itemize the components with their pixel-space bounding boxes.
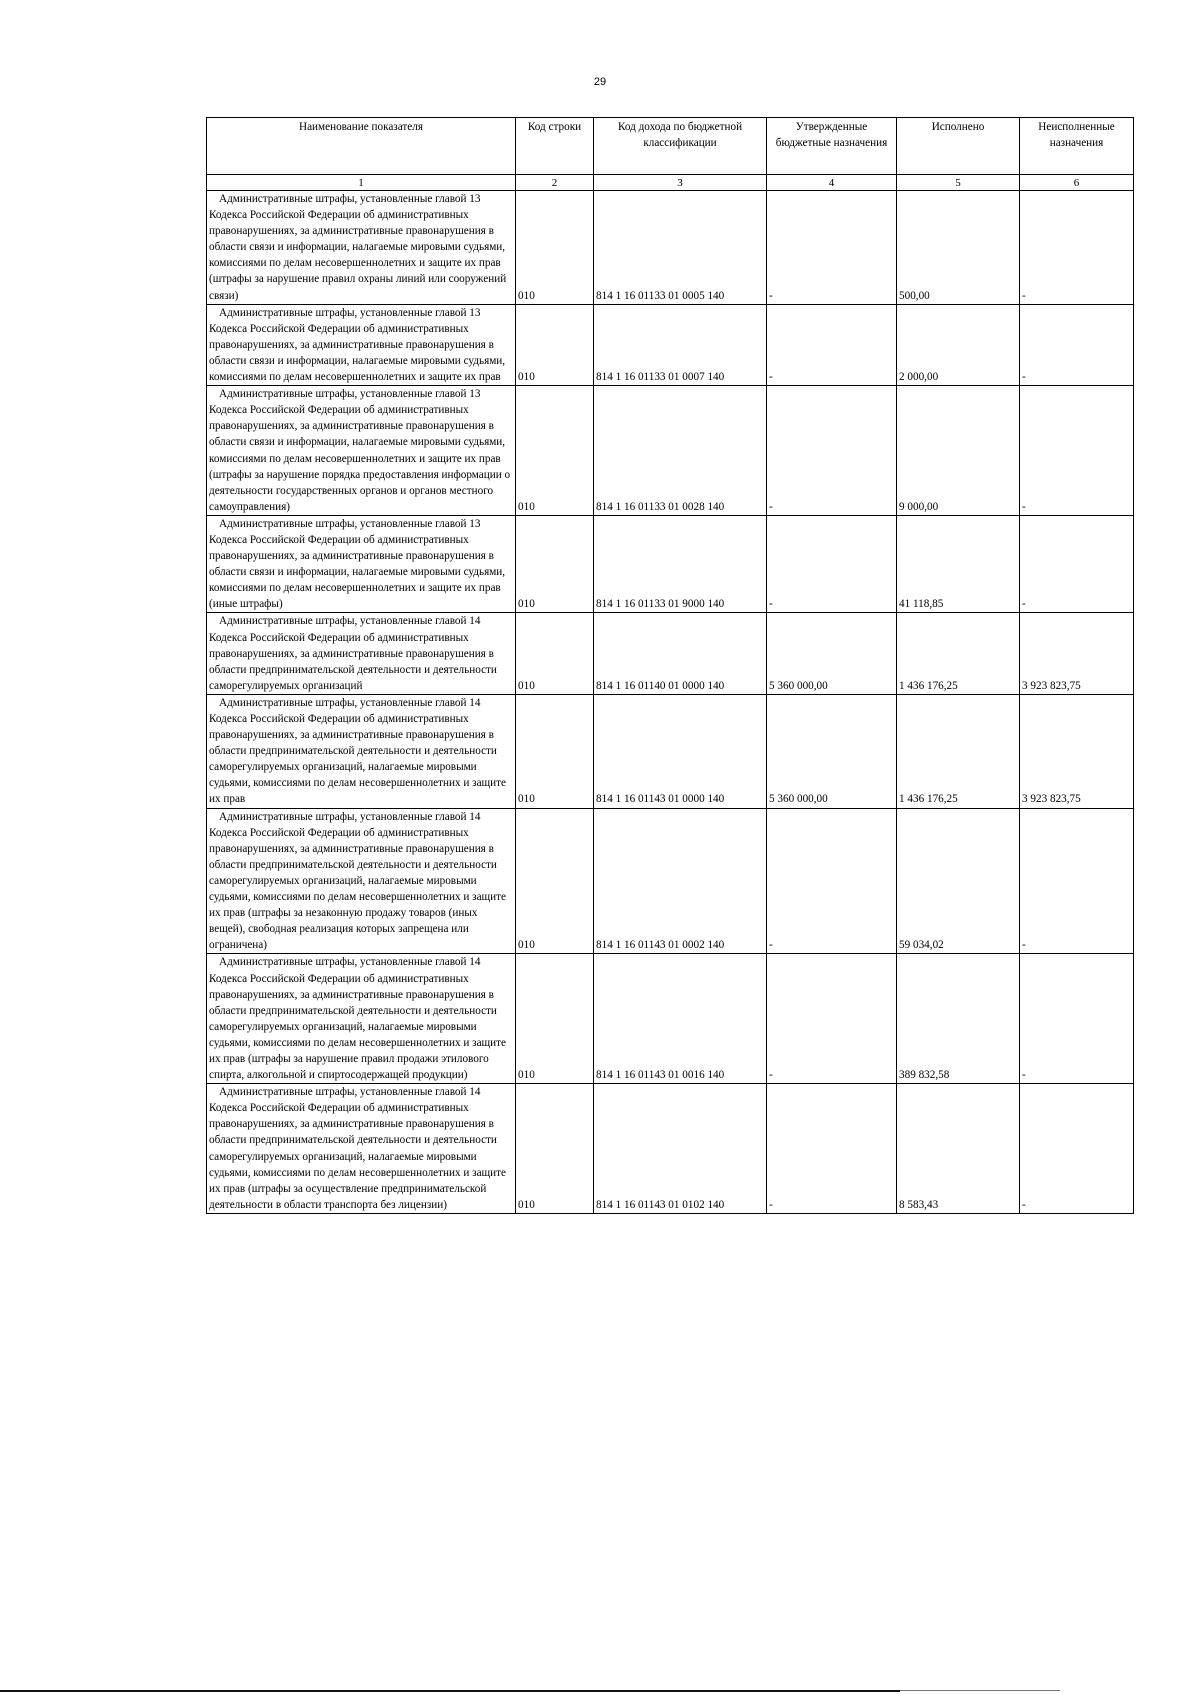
header-executed: Исполнено — [897, 118, 1020, 175]
line-code: 010 — [516, 515, 594, 613]
executed-value: 8 583,43 — [897, 1084, 1020, 1214]
approved-value: 5 360 000,00 — [767, 613, 897, 694]
indicator-name: Административные штрафы, установленные главой 13 Кодекса Российской Федерации об административных правонарушениях, за административные правонарушения в области связи и информации, налагаемые мировыми судьями, комиссиями по делам несовершеннолетних и защите их прав (штрафы за нарушение правил охраны линий или сооружений связи) — [207, 191, 516, 305]
executed-value: 500,00 — [897, 191, 1020, 305]
indicator-name: Административные штрафы, установленные главой 14 Кодекса Российской Федерации об административных правонарушениях, за административные правонарушения в области предпринимательской деятельности и деятельности саморегулируемых организаций, налагаемые мировыми судьями, комиссиями по делам несовершеннолетних и защите их прав (штрафы за осуществление предпринимательской деятельности в области транспорта без лицензии) — [207, 1084, 516, 1214]
table-row — [207, 191, 1134, 305]
executed-value: 2 000,00 — [897, 304, 1020, 385]
executed-value: 59 034,02 — [897, 808, 1020, 954]
column-number: 5 — [897, 175, 1020, 191]
header-approved: Утвержденные бюджетные назначения — [767, 118, 897, 175]
unexecuted-value: - — [1020, 386, 1134, 516]
header-income-code: Код дохода по бюджетной классификации — [594, 118, 767, 175]
approved-value: - — [767, 1084, 897, 1214]
unexecuted-value: - — [1020, 515, 1134, 613]
table-row — [207, 1084, 1134, 1214]
column-number: 3 — [594, 175, 767, 191]
unexecuted-value: - — [1020, 191, 1134, 305]
header-unexecuted: Неисполненные назначения — [1020, 118, 1134, 175]
column-number: 1 — [207, 175, 516, 191]
income-code: 814 1 16 01140 01 0000 140 — [594, 613, 767, 694]
income-code: 814 1 16 01143 01 0102 140 — [594, 1084, 767, 1214]
table-row — [207, 808, 1134, 954]
income-code: 814 1 16 01133 01 0005 140 — [594, 191, 767, 305]
unexecuted-value: - — [1020, 1084, 1134, 1214]
line-code: 010 — [516, 954, 594, 1084]
line-code: 010 — [516, 386, 594, 516]
line-code: 010 — [516, 304, 594, 385]
column-number: 4 — [767, 175, 897, 191]
column-number: 2 — [516, 175, 594, 191]
unexecuted-value: - — [1020, 954, 1134, 1084]
unexecuted-value: - — [1020, 808, 1134, 954]
unexecuted-value: 3 923 823,75 — [1020, 613, 1134, 694]
budget-execution-table — [206, 117, 1134, 1214]
table-row — [207, 954, 1134, 1084]
table-row — [207, 304, 1134, 385]
indicator-name: Административные штрафы, установленные главой 14 Кодекса Российской Федерации об административных правонарушениях, за административные правонарушения в области предпринимательской деятельности и деятельности саморегулируемых организаций, налагаемые мировыми судьями, комиссиями по делам несовершеннолетних и защите их прав (штрафы за незаконную продажу товаров (иных вещей), свободная реализация которых запрещена или ограничена) — [207, 808, 516, 954]
table-row — [207, 515, 1134, 613]
approved-value: - — [767, 954, 897, 1084]
income-code: 814 1 16 01133 01 0007 140 — [594, 304, 767, 385]
income-code: 814 1 16 01133 01 0028 140 — [594, 386, 767, 516]
approved-value: - — [767, 191, 897, 305]
approved-value: - — [767, 304, 897, 385]
column-number: 6 — [1020, 175, 1134, 191]
table-row — [207, 386, 1134, 516]
income-code: 814 1 16 01143 01 0016 140 — [594, 954, 767, 1084]
executed-value: 41 118,85 — [897, 515, 1020, 613]
indicator-name: Административные штрафы, установленные главой 14 Кодекса Российской Федерации об административных правонарушениях, за административные правонарушения в области предпринимательской деятельности и деятельности саморегулируемых организаций, налагаемые мировыми судьями, комиссиями по делам несовершеннолетних и защите их прав (штрафы за нарушение правил продажи этилового спирта, алкогольной и спиртосодержащей продукции) — [207, 954, 516, 1084]
income-code: 814 1 16 01143 01 0002 140 — [594, 808, 767, 954]
line-code: 010 — [516, 694, 594, 808]
indicator-name: Административные штрафы, установленные главой 13 Кодекса Российской Федерации об административных правонарушениях, за административные правонарушения в области связи и информации, налагаемые мировыми судьями, комиссиями по делам несовершеннолетних и защите их прав (иные штрафы) — [207, 515, 516, 613]
approved-value: - — [767, 808, 897, 954]
approved-value: - — [767, 386, 897, 516]
table-row — [207, 694, 1134, 808]
executed-value: 1 436 176,25 — [897, 694, 1020, 808]
line-code: 010 — [516, 808, 594, 954]
unexecuted-value: - — [1020, 304, 1134, 385]
column-number-row — [207, 175, 1134, 191]
indicator-name: Административные штрафы, установленные главой 13 Кодекса Российской Федерации об административных правонарушениях, за административные правонарушения в области связи и информации, налагаемые мировыми судьями, комиссиями по делам несовершеннолетних и защите их прав — [207, 304, 516, 385]
unexecuted-value: 3 923 823,75 — [1020, 694, 1134, 808]
executed-value: 9 000,00 — [897, 386, 1020, 516]
executed-value: 389 832,58 — [897, 954, 1020, 1084]
table-row — [207, 613, 1134, 694]
line-code: 010 — [516, 613, 594, 694]
indicator-name: Административные штрафы, установленные главой 13 Кодекса Российской Федерации об административных правонарушениях, за административные правонарушения в области связи и информации, налагаемые мировыми судьями, комиссиями по делам несовершеннолетних и защите их прав (штрафы за нарушение порядка предоставления информации о деятельности государственных органов и органов местного самоуправления) — [207, 386, 516, 516]
indicator-name: Административные штрафы, установленные главой 14 Кодекса Российской Федерации об административных правонарушениях, за административные правонарушения в области предпринимательской деятельности и деятельности саморегулируемых организаций, налагаемые мировыми судьями, комиссиями по делам несовершеннолетних и защите их прав — [207, 694, 516, 808]
approved-value: 5 360 000,00 — [767, 694, 897, 808]
line-code: 010 — [516, 1084, 594, 1214]
income-code: 814 1 16 01143 01 0000 140 — [594, 694, 767, 808]
indicator-name: Административные штрафы, установленные главой 14 Кодекса Российской Федерации об административных правонарушениях, за административные правонарушения в области предпринимательской деятельности и деятельности саморегулируемых организаций — [207, 613, 516, 694]
approved-value: - — [767, 515, 897, 613]
page-number: 29 — [593, 76, 607, 88]
income-code: 814 1 16 01133 01 9000 140 — [594, 515, 767, 613]
executed-value: 1 436 176,25 — [897, 613, 1020, 694]
header-line-code: Код строки — [516, 118, 594, 175]
table-header-row — [207, 118, 1134, 175]
scan-edge-line — [900, 1690, 1060, 1691]
scan-edge-line — [0, 1690, 900, 1692]
header-indicator-name: Наименование показателя — [207, 118, 516, 175]
line-code: 010 — [516, 191, 594, 305]
